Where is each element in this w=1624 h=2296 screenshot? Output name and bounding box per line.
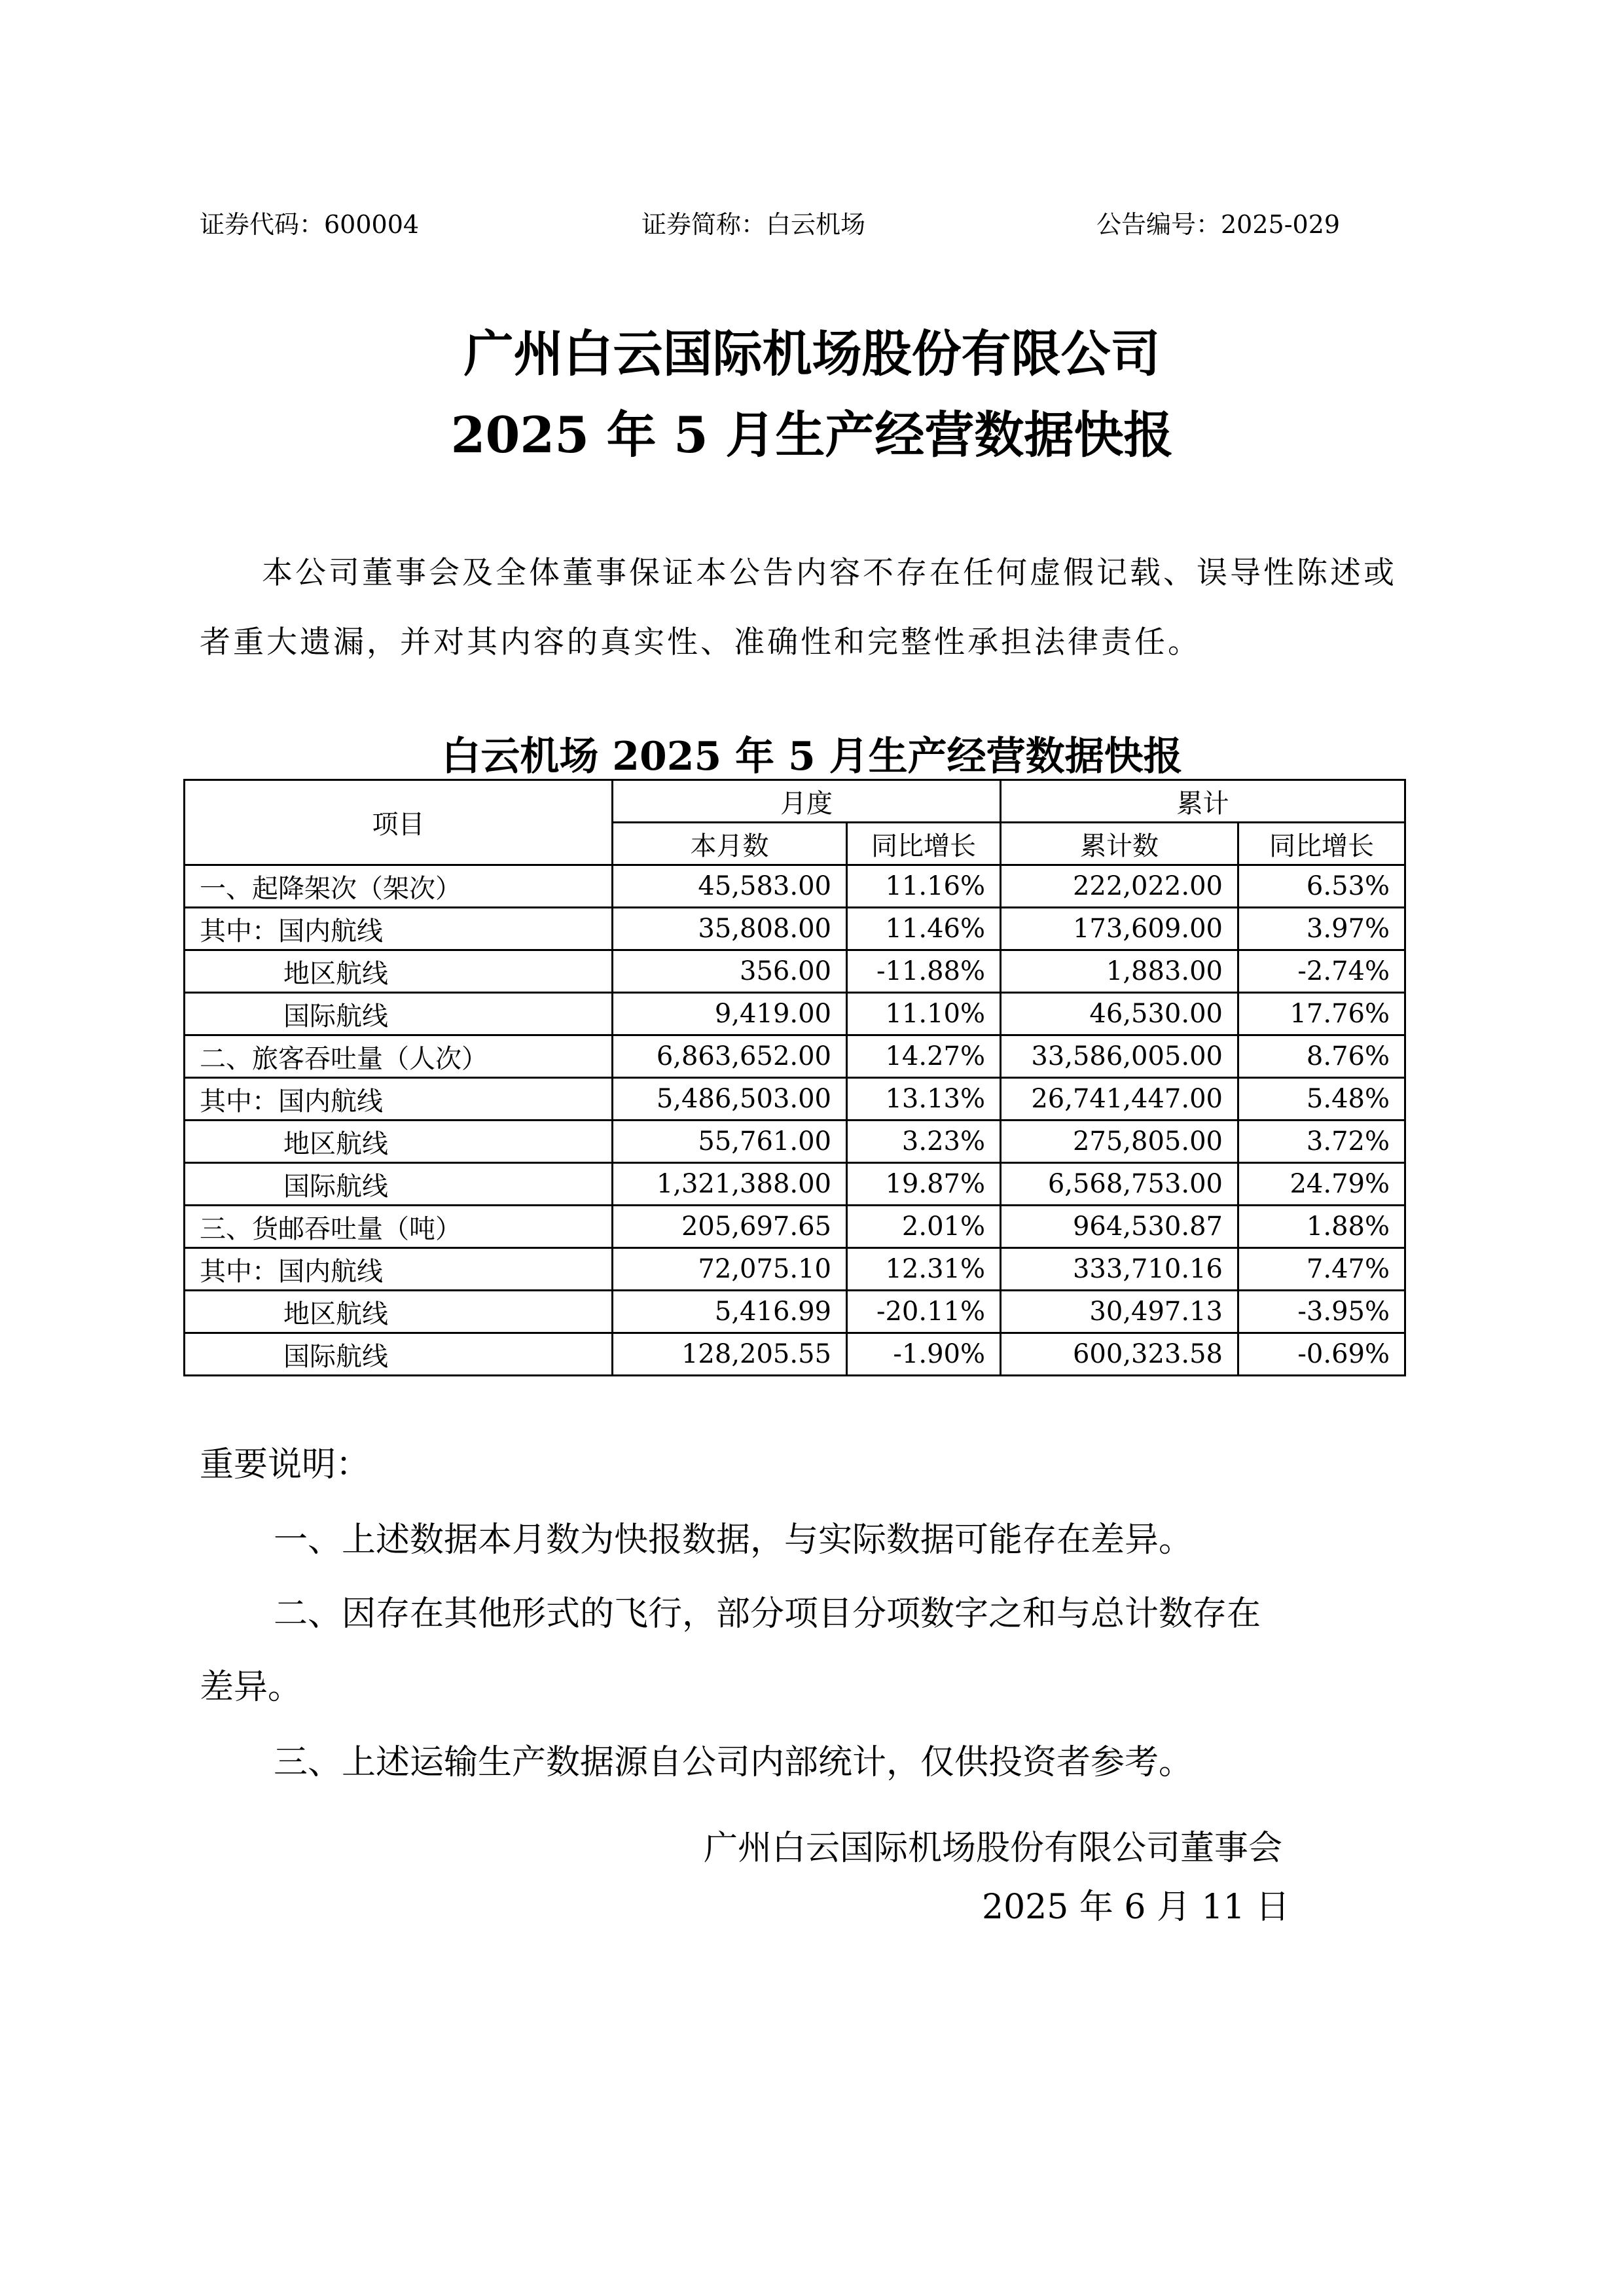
disclaimer-line-2: 者重大遗漏，并对其内容的真实性、准确性和完整性承担法律责任。	[200, 624, 1201, 660]
month-yoy: 19.87%	[847, 1163, 1001, 1206]
month-yoy: -20.11%	[847, 1291, 1001, 1333]
month-value: 5,416.99	[613, 1291, 847, 1333]
cum-yoy: -3.95%	[1238, 1291, 1405, 1333]
header-monthly: 月度	[613, 780, 1001, 823]
stock-code: 证券代码：600004	[200, 210, 420, 239]
header-item: 项目	[185, 780, 613, 865]
row-label: 一、起降架次（架次）	[185, 865, 613, 908]
document-title-company: 广州白云国际机场股份有限公司	[463, 325, 1161, 383]
row-label: 地区航线	[185, 1121, 613, 1163]
row-label: 国际航线	[185, 1163, 613, 1206]
cum-yoy: -2.74%	[1238, 950, 1405, 993]
month-yoy: -11.88%	[847, 950, 1001, 993]
row-label: 地区航线	[185, 1291, 613, 1333]
signature-date: 2025 年 6 月 11 日	[982, 1888, 1290, 1927]
month-value: 128,205.55	[613, 1333, 847, 1376]
table-row	[185, 950, 1405, 993]
cum-value: 600,323.58	[1001, 1333, 1238, 1376]
row-label: 其中：国内航线	[185, 1248, 613, 1291]
cum-value: 30,497.13	[1001, 1291, 1238, 1333]
table-header-row	[185, 780, 1405, 823]
table-row	[185, 1078, 1405, 1121]
month-value: 55,761.00	[613, 1121, 847, 1163]
month-yoy: 11.46%	[847, 908, 1001, 950]
month-value: 45,583.00	[613, 865, 847, 908]
month-value: 72,075.10	[613, 1248, 847, 1291]
month-yoy: 3.23%	[847, 1121, 1001, 1163]
table-row	[185, 1291, 1405, 1333]
cum-yoy: 24.79%	[1238, 1163, 1405, 1206]
note-item-2-line-2: 差异。	[200, 1668, 302, 1707]
cum-value: 333,710.16	[1001, 1248, 1238, 1291]
month-yoy: 11.10%	[847, 993, 1001, 1035]
cum-yoy: 7.47%	[1238, 1248, 1405, 1291]
table-title: 白云机场 2025 年 5 月生产经营数据快报	[441, 734, 1183, 780]
row-label: 二、旅客吞吐量（人次）	[185, 1035, 613, 1078]
row-label: 其中：国内航线	[185, 1078, 613, 1121]
header-month-yoy: 同比增长	[847, 823, 1001, 865]
table-row	[185, 1333, 1405, 1376]
month-value: 35,808.00	[613, 908, 847, 950]
row-label: 国际航线	[185, 993, 613, 1035]
month-value: 6,863,652.00	[613, 1035, 847, 1078]
month-yoy: 13.13%	[847, 1078, 1001, 1121]
month-yoy: -1.90%	[847, 1333, 1001, 1376]
cum-yoy: 17.76%	[1238, 993, 1405, 1035]
cum-value: 46,530.00	[1001, 993, 1238, 1035]
table-row	[185, 1206, 1405, 1248]
cum-value: 26,741,447.00	[1001, 1078, 1238, 1121]
month-value: 356.00	[613, 950, 847, 993]
row-label: 三、货邮吞吐量（吨）	[185, 1206, 613, 1248]
note-item-1: 一、上述数据本月数为快报数据，与实际数据可能存在差异。	[274, 1520, 1193, 1560]
header-cum-value: 累计数	[1001, 823, 1238, 865]
month-value: 9,419.00	[613, 993, 847, 1035]
cum-yoy: 3.97%	[1238, 908, 1405, 950]
table-row	[185, 1035, 1405, 1078]
note-item-2-line-1: 二、因存在其他形式的飞行，部分项目分项数字之和与总计数存在	[274, 1594, 1261, 1634]
month-value: 205,697.65	[613, 1206, 847, 1248]
cum-value: 1,883.00	[1001, 950, 1238, 993]
cum-yoy: 8.76%	[1238, 1035, 1405, 1078]
row-label: 其中：国内航线	[185, 908, 613, 950]
table-row	[185, 1121, 1405, 1163]
stock-name: 证券简称：白云机场	[641, 210, 866, 239]
cum-yoy: 5.48%	[1238, 1078, 1405, 1121]
signature-board: 广州白云国际机场股份有限公司董事会	[704, 1829, 1283, 1868]
month-yoy: 2.01%	[847, 1206, 1001, 1248]
month-value: 5,486,503.00	[613, 1078, 847, 1121]
row-label: 国际航线	[185, 1333, 613, 1376]
table-row	[185, 993, 1405, 1035]
header-cum-yoy: 同比增长	[1238, 823, 1405, 865]
header-cumulative: 累计	[1001, 780, 1405, 823]
table-row	[185, 1248, 1405, 1291]
month-yoy: 11.16%	[847, 865, 1001, 908]
production-data-table	[183, 779, 1406, 1376]
table-row	[185, 1163, 1405, 1206]
cum-value: 173,609.00	[1001, 908, 1238, 950]
month-yoy: 12.31%	[847, 1248, 1001, 1291]
note-item-3: 三、上述运输生产数据源自公司内部统计，仅供投资者参考。	[274, 1743, 1193, 1782]
table-row	[185, 865, 1405, 908]
cum-value: 33,586,005.00	[1001, 1035, 1238, 1078]
cum-yoy: 3.72%	[1238, 1121, 1405, 1163]
document-title-report: 2025 年 5 月生产经营数据快报	[450, 406, 1174, 464]
disclaimer-line-1: 本公司董事会及全体董事保证本公告内容不存在任何虚假记载、误导性陈述或	[262, 555, 1397, 591]
row-label: 地区航线	[185, 950, 613, 993]
cum-value: 6,568,753.00	[1001, 1163, 1238, 1206]
month-value: 1,321,388.00	[613, 1163, 847, 1206]
announcement-number: 公告编号：2025-029	[1096, 210, 1341, 239]
cum-yoy: -0.69%	[1238, 1333, 1405, 1376]
cum-value: 222,022.00	[1001, 865, 1238, 908]
table-row	[185, 908, 1405, 950]
cum-value: 964,530.87	[1001, 1206, 1238, 1248]
month-yoy: 14.27%	[847, 1035, 1001, 1078]
cum-yoy: 1.88%	[1238, 1206, 1405, 1248]
cum-value: 275,805.00	[1001, 1121, 1238, 1163]
notes-heading: 重要说明：	[200, 1445, 370, 1484]
header-month-value: 本月数	[613, 823, 847, 865]
cum-yoy: 6.53%	[1238, 865, 1405, 908]
